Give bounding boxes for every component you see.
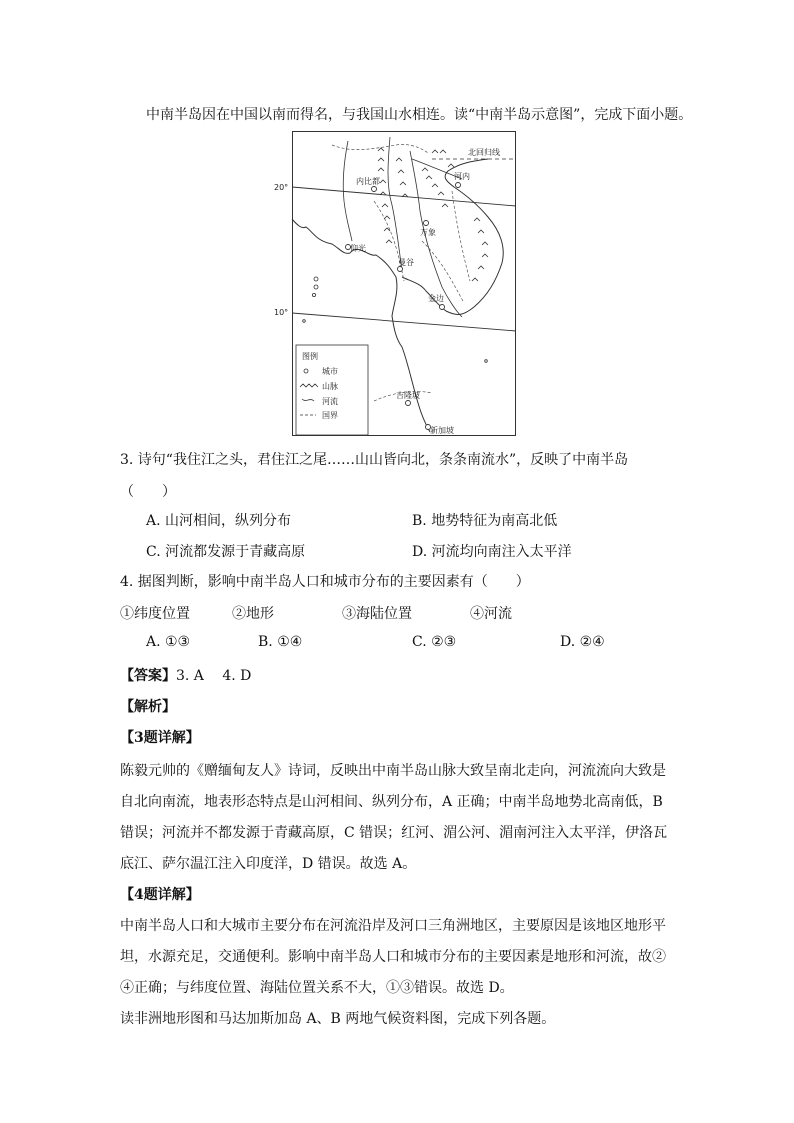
lat-20-label: 20° <box>274 183 289 192</box>
city-vientiane: 万象 <box>420 228 436 237</box>
answer-text: 3. A 4. D <box>176 668 252 684</box>
q3-paren: （ ） <box>120 484 176 500</box>
map-legend <box>296 345 368 435</box>
q3-option-a: A. 山河相间，纵列分布 <box>146 513 292 529</box>
q3-detail-line-3: 错误；河流并不都发源于青藏高原，C 错误；红河、湄公河、湄南河注入太平洋，伊洛瓦 <box>120 825 668 841</box>
q4-detail-line-1: 中南半岛人口和大城市主要分布在河流沿岸及河口三角洲地区，主要原因是该地区地形平 <box>120 918 666 934</box>
answer-line <box>120 665 251 685</box>
city-phnompenh: 金边 <box>428 294 444 303</box>
city-bangkok: 曼谷 <box>398 258 414 267</box>
city-singapore: 新加坡 <box>430 426 454 435</box>
next-intro: 读非洲地形图和马达加斯加岛 A、B 两地气候资料图，完成下列各题。 <box>120 1011 556 1027</box>
q3-detail-line-2: 自北向南流，地表形态特点是山河相间、纵列分布，A 正确；中南半岛地势北高南低，B <box>120 794 663 810</box>
q3-option-d: D. 河流均向南注入太平洋 <box>412 544 572 560</box>
analysis-label: 【解析】 <box>120 699 176 715</box>
legend-river: 河流 <box>322 397 338 406</box>
legend-mountain: 山脉 <box>322 382 338 391</box>
city-hanoi: 河内 <box>454 172 470 181</box>
q3-detail-line-1: 陈毅元帅的《赠缅甸友人》诗词，反映出中南半岛山脉大致呈南北走向，河流流向大致是 <box>120 763 666 779</box>
q3-option-c: C. 河流都发源于青藏高原 <box>146 544 306 560</box>
q4-factor-1: ①纬度位置 <box>120 606 190 622</box>
q4-option-a: A. ①③ <box>146 634 191 650</box>
intro-text: 中南半岛因在中国以南而得名，与我国山水相连。读“中南半岛示意图”，完成下面小题。 <box>146 107 693 123</box>
q3-option-b: B. 地势特征为南高北低 <box>412 513 558 529</box>
indochina-map <box>274 131 516 436</box>
q3-stem: 3. 诗句“我住江之头，君住江之尾……山山皆向北，条条南流水”，反映了中南半岛 <box>120 452 629 468</box>
city-naypyidaw: 内比都 <box>356 177 380 186</box>
legend-city: 城市 <box>322 367 338 376</box>
q4-stem: 4. 据图判断，影响中南半岛人口和城市分布的主要因素有（ ） <box>120 574 530 590</box>
q4-detail-label: 【4题详解】 <box>120 887 200 903</box>
q4-option-c: C. ②③ <box>412 634 457 650</box>
lat-10-label: 10° <box>274 308 289 317</box>
legend-title: 图例 <box>302 352 318 361</box>
q4-option-d: D. ②④ <box>560 634 605 650</box>
q4-factor-4: ④河流 <box>470 606 512 622</box>
q4-option-b: B. ①④ <box>258 634 303 650</box>
q3-detail-label: 【3题详解】 <box>120 730 200 746</box>
q4-detail-line-2: 坦，水源充足，交通便利。影响中南半岛人口和城市分布的主要因素是地形和河流，故② <box>120 949 666 965</box>
city-kualalumpur: 吉隆坡 <box>396 391 420 400</box>
answer-label: 【答案】 <box>120 668 176 684</box>
q3-detail-line-4: 底江、萨尔温江注入印度洋，D 错误。故选 A。 <box>120 856 417 872</box>
q4-factor-3: ③海陆位置 <box>342 606 412 622</box>
tropic-label: 北回归线 <box>468 148 500 157</box>
city-yangon: 仰光 <box>350 244 366 253</box>
legend-border: 国界 <box>322 411 338 420</box>
q4-detail-line-3: ④正确；与纬度位置、海陆位置关系不大，①③错误。故选 D。 <box>120 980 514 996</box>
q4-factor-2: ②地形 <box>232 606 274 622</box>
